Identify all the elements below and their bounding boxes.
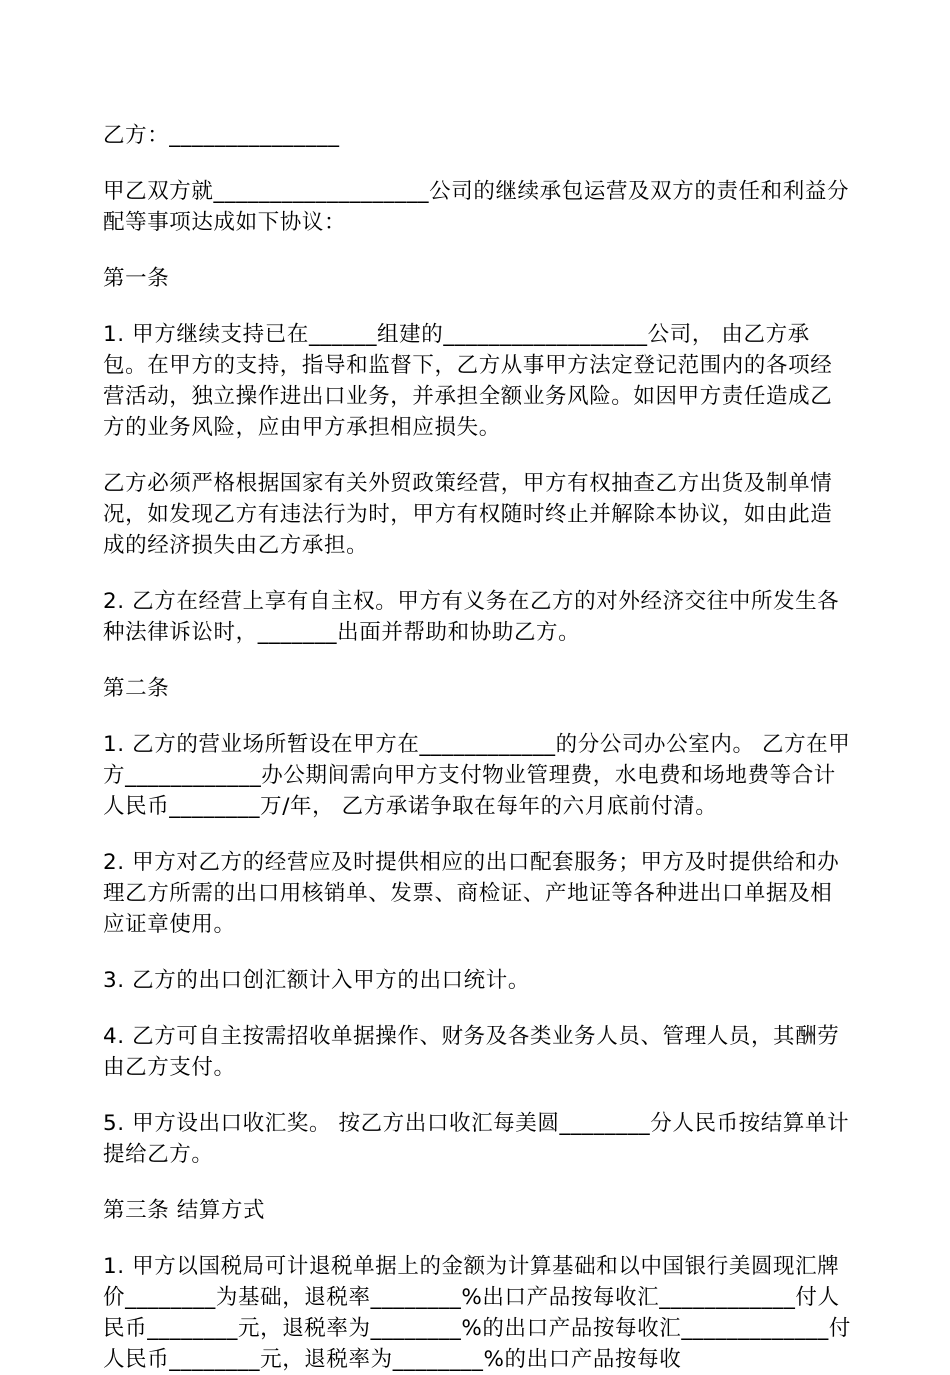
document-body [103,120,853,1375]
article-3-heading: 第三条 结算方式 [103,1198,266,1223]
article-2-item-2: 2. 甲方对乙方的经营应及时提供相应的出口配套服务；甲方及时提供给和办理乙方所需的出口用核销单、发票、商检证、产地证等各种进出口单据及相应证章使用。 [103,850,840,937]
article-1-item-2: 2. 乙方在经营上享有自主权。甲方有义务在乙方的对外经济交往中所发生各种法律诉讼时，_______出面并帮助和协助乙方。 [103,589,840,645]
article-3-item-1: 1. 甲方以国税局可计退税单据上的金额为计算基础和以中国银行美圆现汇牌价________为基础，退税率________%出口产品按每收汇____________付人民币________元，退税率为________%的出口产品按每收汇_____________付人民币________元，退税率为________%的出口产品按每收 [103,1254,851,1372]
article-1-item-1: 1. 甲方继续支持已在______组建的__________________公司， 由乙方承包。在甲方的支持，指导和监督下，乙方从事甲方法定登记范围内的各项经营活动，独立操作进出口业务，并承担全额业务风险。如因甲方责任造成乙方的业务风险，应由甲方承担相应损失。 [103,322,833,440]
party-b-line: 乙方：_______________ [103,123,340,148]
article-1-heading: 第一条 [103,266,170,291]
article-1-item-1-note: 乙方必须严格根据国家有关外贸政策经营，甲方有权抽查乙方出货及制单情况，如发现乙方有违法行为时，甲方有权随时终止并解除本协议，如由此造成的经济损失由乙方承担。 [103,471,833,558]
article-2-item-4: 4. 乙方可自主按需招收单据操作、财务及各类业务人员、管理人员，其酬劳由乙方支付。 [103,1024,840,1080]
article-2-item-5: 5. 甲方设出口收汇奖。 按乙方出口收汇每美圆________分人民币按结算单计提给乙方。 [103,1111,850,1167]
intro-paragraph: 甲乙双方就___________________公司的继续承包运营及双方的责任和利益分配等事项达成如下协议： [103,179,850,235]
article-2-item-3: 3. 乙方的出口创汇额计入甲方的出口统计。 [103,968,530,993]
article-2-item-1: 1. 乙方的营业场所暂设在甲方在____________的分公司办公室内。 乙方在甲方____________办公期间需向甲方支付物业管理费，水电费和场地费等合计人民币________万/年， 乙方承诺争取在每年的六月底前付清。 [103,732,851,819]
article-2-heading: 第二条 [103,676,170,701]
